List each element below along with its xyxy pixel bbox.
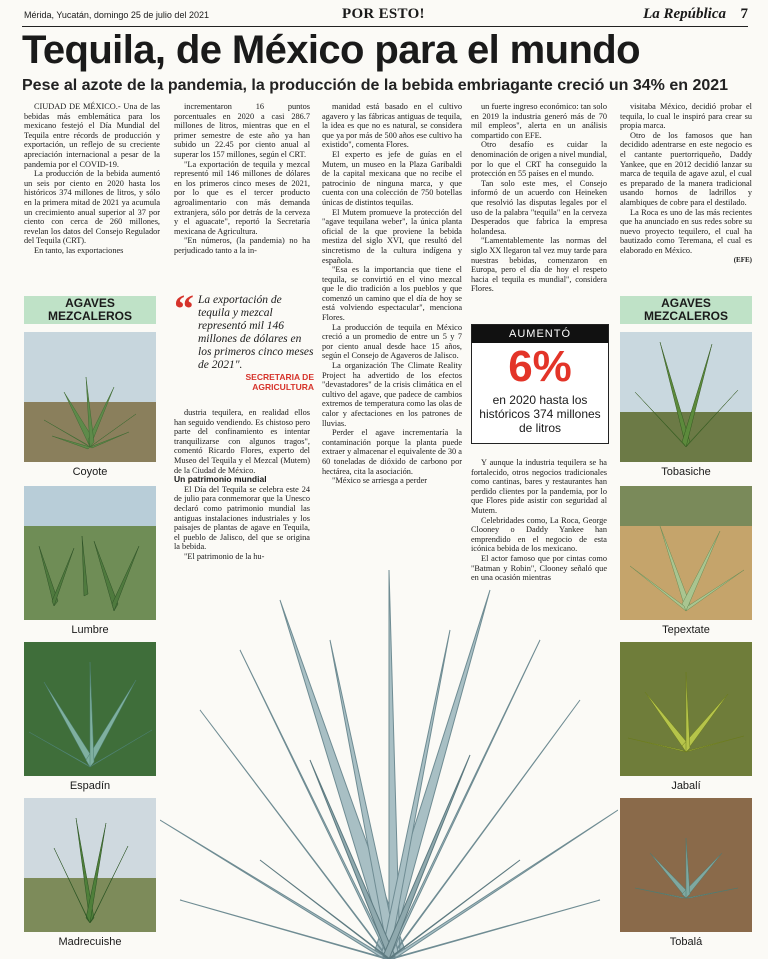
paragraph: Perder el agave incrementaría la contaminación porque la planta puede extraer y almacenar el equivalente de 30 a 60 toneladas de dióxido de carbono por hectárea, cita la asociación. <box>322 428 462 476</box>
article-column-4-bottom <box>471 458 607 583</box>
stat-box <box>471 324 609 444</box>
agave-photo <box>620 332 752 462</box>
agave-photo <box>620 486 752 620</box>
pull-quote-source: SECRETARIA DE AGRICULTURA <box>245 372 314 392</box>
paragraph: El experto es jefe de guías en el Mutem, un museo en la Plaza Garibaldi de la capital mexicana que no recibe el patrocinio de ninguna marca, y que cuenta con una colección de 750 botellas únicas de distintos tequilas. <box>322 149 462 207</box>
paragraph: incrementaron 16 puntos porcentuales en 2020 a casi 286.7 millones de litros, mientras que en el primer semestre de este año ya han subido un 22.45 por ciento anual al superar los 157 millones, según el CRT. <box>174 102 310 159</box>
paragraph: un fuerte ingreso económico: tan solo en 2019 la industria generó más de 70 mil empleos", alerta en un análisis compartido con EFE. <box>471 102 607 140</box>
paragraph: "En números, (la pandemia) no ha perjudicado tanto a la in- <box>174 236 310 255</box>
paragraph: manidad está basado en el cultivo agavero y las fábricas antiguas de tequila, la idea es que no es natural, se considera que ya por más de 500 años ese cultivo ha existido", comenta Flores. <box>322 102 462 150</box>
caption-tepextate: Tepextate <box>662 624 710 636</box>
paragraph: En tanto, las exportaciones <box>34 245 124 255</box>
caption-jabali: Jabalí <box>671 780 701 792</box>
article-credit: (EFE) <box>733 255 752 264</box>
page-header <box>22 6 748 27</box>
paragraph: La organización The Climate Reality Project ha advertido de los efectos "devastadores" de la crisis climática en el cultivo del agave, que padece de cambios extremos de temperatura como las olas de calor y afectaciones en los patrones de lluvias. <box>322 361 462 428</box>
paragraph: dustria tequilera, en realidad ellos han seguido vendiendo. Es chistoso pero parte del confinamiento es intentar tranquilizarse con algunos tragos", comentó Ricardo Flores, experto del Museo del Tequila y el Mezcal (Mutem) de la Ciudad de México. <box>174 408 310 475</box>
paragraph: La producción de la bebida aumentó un seis por ciento en 2020 hasta los históricos 374 millones de litros, y sólo en la primera mitad de 2021 ya acumula un crecimiento anual superior al 37 por ciento con cerca de 260 millones, revelan los datos del Consejo Regulador del Tequila (CRT). <box>24 169 160 246</box>
paragraph: La producción de tequila en México creció a un promedio de entre un 5 y 7 por ciento anual desde hace 15 años, según el Consejo de Agaveros de Jalisco. <box>322 322 462 361</box>
article-column-2-top <box>174 102 310 256</box>
page-number: 7 <box>740 6 748 22</box>
stat-description: en 2020 hasta los históricos 374 millones de litros <box>479 393 601 435</box>
stat-label: AUMENTÓ <box>472 325 608 343</box>
article-column-1 <box>24 102 160 256</box>
deck: Pese al azote de la pandemia, la producción de la bebida embriagante creció un 34% en 2021 <box>22 77 729 94</box>
paragraph: CIUDAD DE MÉXICO.- Una de las bebidas más emblemática para los mexicano festejó el Día Mundial del Tequila entre récords de producción y exportación, un reflejo de su creciente apreciación internacional a pesar de la pandemia por el COVID-19. <box>24 102 160 169</box>
agave-photo <box>620 642 752 776</box>
paragraph: Tan solo este mes, el Consejo informó de un acuerdo con Heineken que resolvió las disputas legales por el uso de la palabra "tequila" en la cerveza Desperados que fabrica la empresa holandesa. <box>471 178 607 236</box>
caption-coyote: Coyote <box>72 466 108 478</box>
paragraph: Y aunque la industria tequilera se ha fortalecido, otros negocios tradicionales como cantinas, bares y restaurantes han perdido clientes por la pandemia, por lo que Flores pide asistir con seguridad al Mutem. <box>471 458 607 515</box>
agave-photo <box>24 642 156 776</box>
paragraph: "Lamentablemente las normas del siglo XX llegaron tal vez muy tarde para nuestras bebidas, comenzaron en Europa, pero el día de hoy el respeto hacia el tequila es mundial", considera Flores. <box>471 236 607 294</box>
pull-quote-text: La exportación de tequila y mezcal representó mil 146 millones de dólares en los primeros cinco meses de 2021". <box>198 294 314 371</box>
caption-espadin: Espadín <box>69 780 111 792</box>
caption-tobasiche: Tobasiche <box>661 466 711 478</box>
agave-photo <box>24 332 156 462</box>
agave-photo <box>620 798 752 932</box>
paragraph: visitaba México, decidió probar el tequila, lo cual le inspiró para crear su propia marca. <box>620 102 752 131</box>
paragraph: Celebridades como, La Roca, George Clooney o Daddy Yankee han emprendido en el negocio de esta icónica bebida de los mexicano. <box>471 515 607 554</box>
caption-madrecuishe: Madrecuishe <box>58 936 122 948</box>
hero-agave-photo <box>160 560 618 959</box>
section-name: La República <box>643 6 726 22</box>
paragraph: "La exportación de tequila y mezcal representó mil 146 millones de dólares en los primeros cinco meses de 2021, por lo que es el tercer producto agroalimentario con más demanda extranjera, sólo por detrás de la cerveza y el aguacate", reportó la Secretaría mexicana de Agricultura. <box>174 159 310 236</box>
article-column-5 <box>620 102 752 265</box>
caption-tobala: Tobalá <box>669 936 703 948</box>
stat-value: 6% <box>508 342 572 391</box>
paragraph: "Esa es la importancia que tiene el tequila, se convirtió en el vino mezcal que le dio tradición a los pueblos y que comenzó un camino que el día de hoy se está volviendo espectacular", menciona Flores. <box>322 265 462 323</box>
headline: Tequila, de México para el mundo <box>22 28 640 72</box>
paper-logo: POR ESTO! <box>342 6 425 22</box>
paragraph: Otro desafío es cuidar la denominación de origen a nivel mundial, por lo que el CRT ha conseguido la protección en 55 países en el mundo. <box>471 140 607 179</box>
paragraph: El Día del Tequila se celebra este 24 de julio para conmemorar que la Unesco declaró como patrimonio mundial las antiguas instalaciones industriales y los paisajes de plantas de agave en Tequila, el pueblo de Jalisco, del que se origina la bebida. <box>174 484 310 552</box>
article-column-2-bottom <box>174 408 310 562</box>
paragraph: Otro de los famosos que han decidido adentrarse en este negocio es el cantante puertorriqueño, Daddy Yankee, que en 2012 decidió lanzar su marca de tequila de agave azul, el cual es preparado de la manera tradicional usando hornos de ladrillos y alambiques de cobre para el destilado. <box>620 130 752 207</box>
paragraph: El Mutem promueve la protección del "agave tequilana weber", la única planta oficial de la que proviene la bebida mestiza del siglo XVI, que resultó del sincretismo de la cultura indígena y española. <box>322 207 462 265</box>
article-column-4-top <box>471 102 607 294</box>
paragraph: El actor famoso que por cintas como "Batman y Robin", Clooney señaló que en una ocasión mientras <box>471 553 607 583</box>
quote-mark-icon: “ <box>174 286 194 331</box>
agave-photo <box>24 486 156 620</box>
paragraph: La Roca es uno de las más recientes que ha anunciado en sus redes sobre su nuevo proyecto tequilero, el cual ha bautizado como Teremana, el cual es elaborado en México. <box>620 207 752 255</box>
subhead: Un patrimonio mundial <box>174 474 267 485</box>
agave-photo <box>24 798 156 932</box>
paragraph: "México se arriesga a perder <box>332 476 428 486</box>
left-sidebar-title: AGAVES MEZCALEROS <box>24 296 156 324</box>
right-sidebar-title: AGAVES MEZCALEROS <box>620 296 752 324</box>
paragraph: "El patrimonio de la hu- <box>184 551 265 561</box>
article-column-3 <box>322 102 462 486</box>
dateline: Mérida, Yucatán, domingo 25 de julio del 2021 <box>24 10 209 20</box>
caption-lumbre: Lumbre <box>71 624 109 636</box>
